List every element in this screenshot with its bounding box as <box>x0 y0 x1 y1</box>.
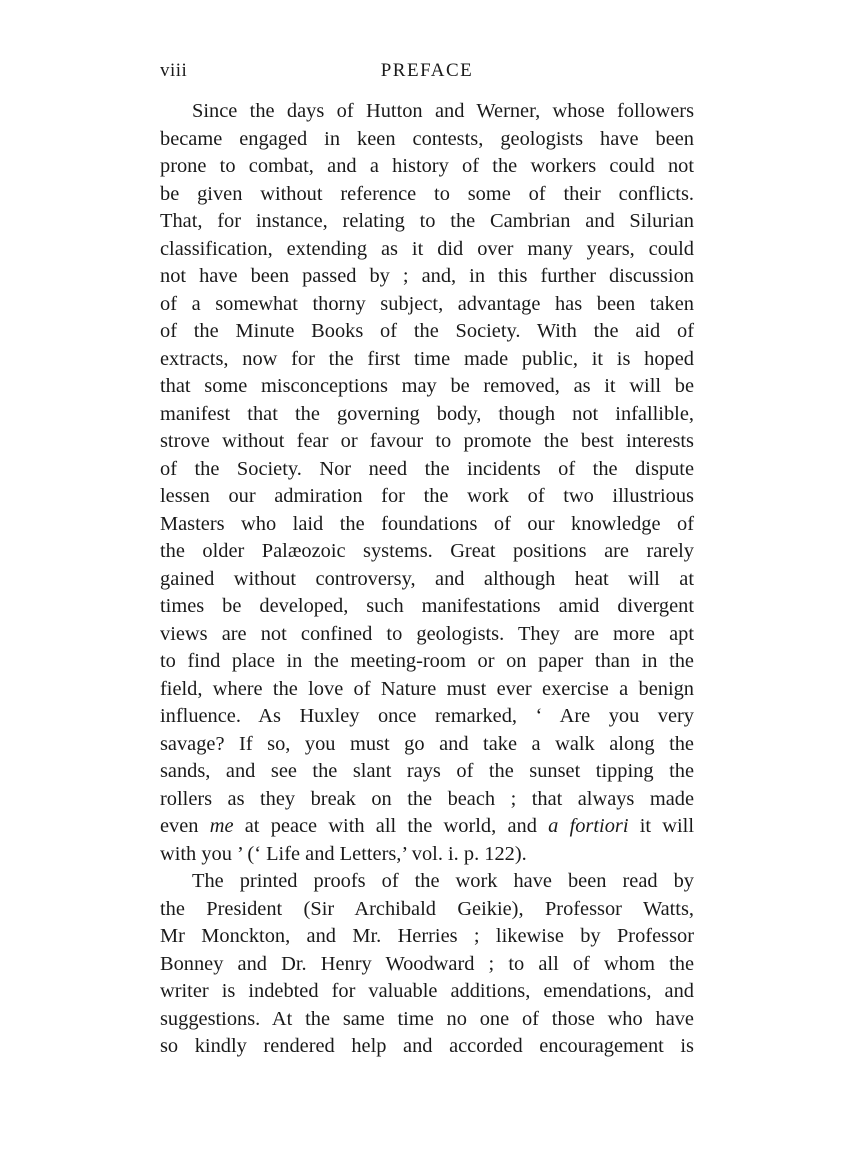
text-line: with you ’ (‘ Life and Letters,’ vol. i. p. 122). <box>160 842 527 865</box>
text-line: That, for instance, relating to the Cambrian and Silurian <box>160 210 694 232</box>
page-header <box>160 60 694 88</box>
text-line: writer is indebted for valuable additions, emendations, and <box>160 980 694 1002</box>
text-line: gained without controversy, and although heat will at <box>160 567 694 590</box>
text-line: times be developed, such manifestations amid divergent <box>160 595 694 617</box>
paragraph-1 <box>160 98 694 868</box>
text-line: sands, and see the slant rays of the sunset tipping the <box>160 760 694 782</box>
text-line: savage? If so, you must go and take a walk along the <box>160 732 694 755</box>
body-text <box>160 98 694 1061</box>
text-line: even me at peace with all the world, and a fortiori it will <box>160 815 695 837</box>
text-line: Masters who laid the foundations of our knowledge of <box>160 512 694 535</box>
text-line: strove without fear or favour to promote the best interests <box>160 430 694 452</box>
running-title: PREFACE <box>380 60 474 81</box>
paragraph-2 <box>160 868 694 1061</box>
text-line: the older Palæozoic systems. Great positions are rarely <box>160 540 694 562</box>
text-line: Mr Monckton, and Mr. Herries ; likewise by Professor <box>160 925 694 947</box>
text-line: of a somewhat thorny subject, advantage has been taken <box>160 292 694 315</box>
text-line: so kindly rendered help and accorded encouragement is <box>160 1035 694 1057</box>
text-line: rollers as they break on the beach ; that always made <box>160 787 694 810</box>
text-line: field, where the love of Nature must ever exercise a benign <box>160 677 694 700</box>
text-line: views are not confined to geologists. They are more apt <box>160 622 694 645</box>
text-line: the President (Sir Archibald Geikie), Professor Watts, <box>160 897 694 920</box>
text-line: manifest that the governing body, though not infallible, <box>160 402 694 425</box>
text-line: Since the days of Hutton and Werner, whose followers <box>192 100 694 122</box>
text-line: not have been passed by ; and, in this further discussion <box>160 265 694 287</box>
text-line: suggestions. At the same time no one of those who have <box>160 1007 694 1030</box>
text-line: extracts, now for the first time made public, it is hoped <box>160 347 694 370</box>
text-line: became engaged in keen contests, geologists have been <box>160 127 694 150</box>
text-line: lessen our admiration for the work of two illustrious <box>160 485 694 507</box>
text-line: The printed proofs of the work have been read by <box>192 870 694 892</box>
text-line: classification, extending as it did over many years, could <box>160 237 694 260</box>
text-line: Bonney and Dr. Henry Woodward ; to all of whom the <box>160 952 694 975</box>
text-line: influence. As Huxley once remarked, ‘ Are you very <box>160 705 694 727</box>
text-line: of the Society. Nor need the incidents of the dispute <box>160 457 694 480</box>
text-line: be given without reference to some of their conflicts. <box>160 182 694 205</box>
text-line: that some misconceptions may be removed, as it will be <box>160 375 694 397</box>
text-line: to find place in the meeting-room or on paper than in the <box>160 650 694 672</box>
page-number: viii <box>160 60 188 81</box>
text-line: prone to combat, and a history of the workers could not <box>160 155 694 177</box>
text-line: of the Minute Books of the Society. With the aid of <box>160 320 694 342</box>
